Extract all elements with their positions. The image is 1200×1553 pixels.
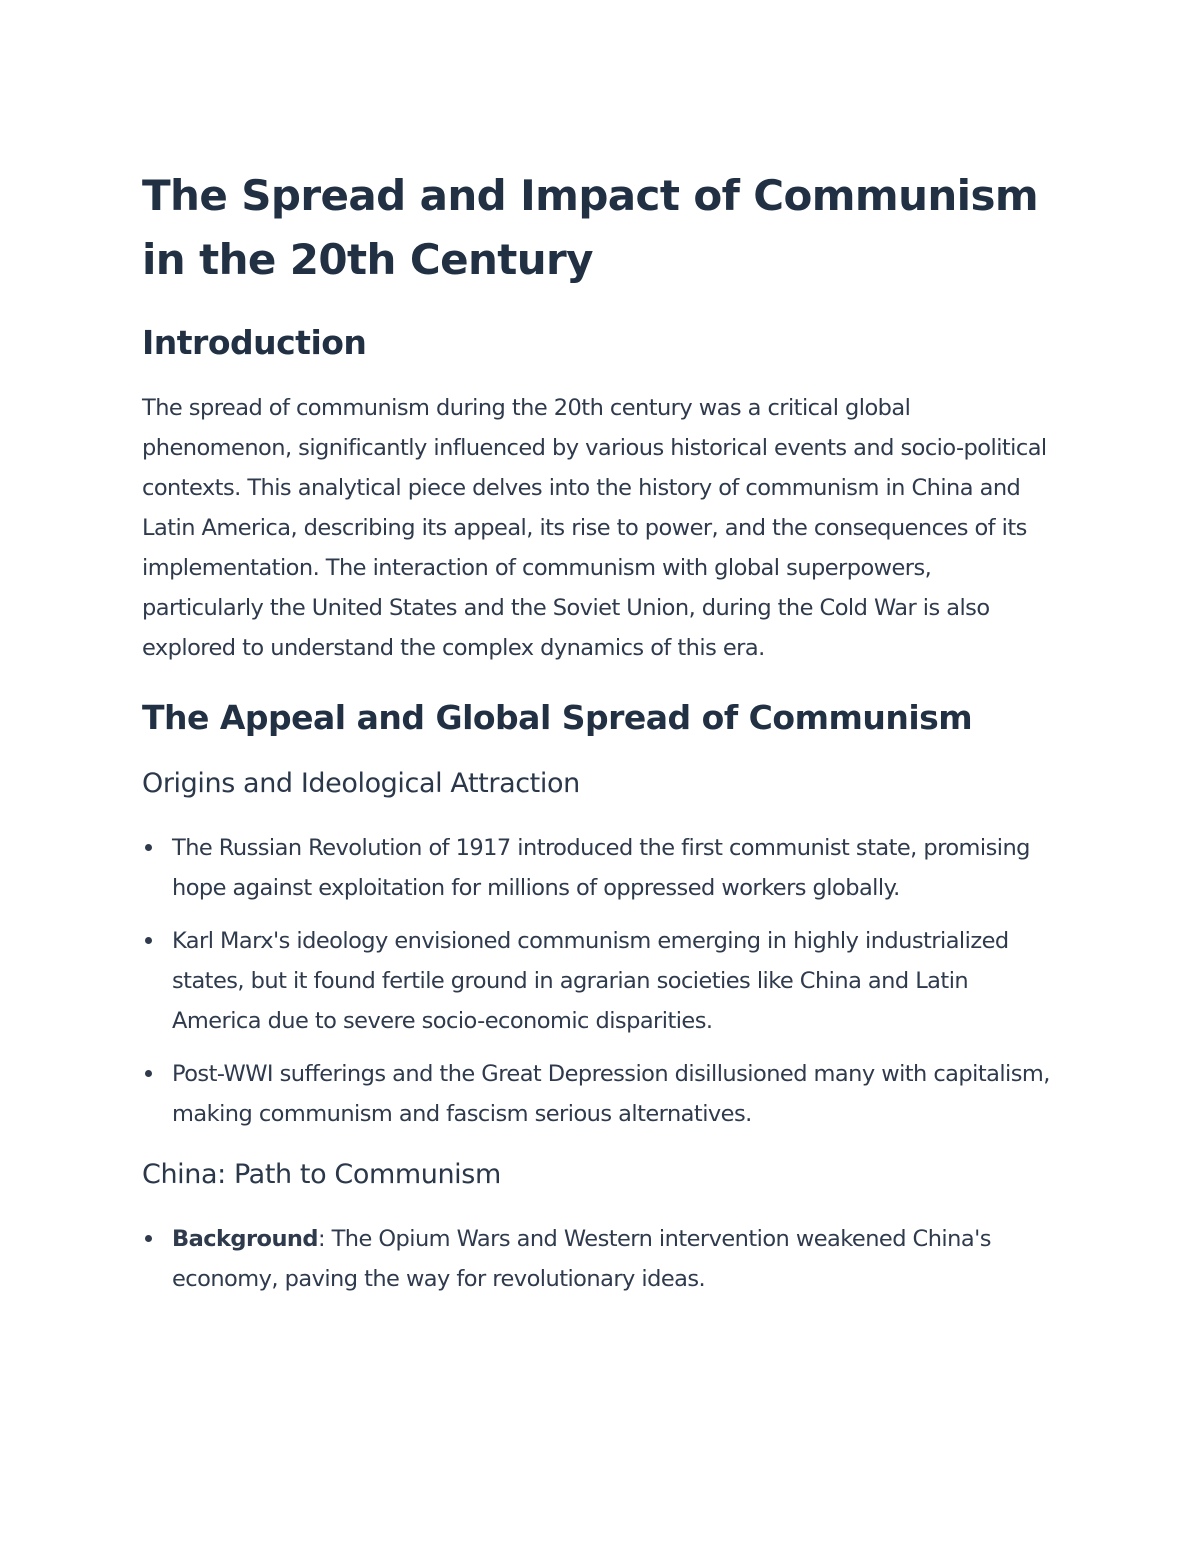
introduction-paragraph: The spread of communism during the 20th century was a critical global phenomenon, significantly influenced by various historical events and socio-political contexts. This analytical piece delves into the history of communism in China and Latin America, describing its appeal, its rise to power, and the consequences of its implementation. The interaction of communism with global superpowers, particularly the United States and the Soviet Union, during the Cold War is also explored to understand the complex dynamics of this era. [142, 395, 1047, 661]
bullet-icon [145, 844, 152, 851]
list-item-text: Karl Marx's ideology envisioned communism emerging in highly industrialized states, but it found fertile ground in agrarian societies like China and Latin America due to severe socio-economic disparities. [172, 928, 1009, 1034]
origins-subheading: Origins and Ideological Attraction [142, 768, 580, 799]
list-item-text: Post-WWI sufferings and the Great Depression disillusioned many with capitalism, making communism and fascism serious alternatives. [172, 1061, 1050, 1127]
origins-bullet-list [142, 828, 1058, 1134]
list-item [142, 828, 1058, 908]
bullet-icon [145, 1235, 152, 1242]
document-page [142, 164, 1058, 1312]
introduction-heading: Introduction [142, 323, 367, 362]
list-item [142, 1054, 1058, 1134]
bullet-icon [145, 1070, 152, 1077]
appeal-section-heading: The Appeal and Global Spread of Communism [142, 698, 973, 737]
china-bullet-list [142, 1219, 1058, 1299]
china-subheading: China: Path to Communism [142, 1159, 501, 1190]
list-item [142, 921, 1058, 1041]
list-item-term: Background [172, 1226, 318, 1252]
list-item-text: The Russian Revolution of 1917 introduced the first communist state, promising hope against exploitation for millions of oppressed workers globally. [172, 835, 1030, 901]
document-title: The Spread and Impact of Communism in the 20th Century [142, 171, 1039, 284]
bullet-icon [145, 937, 152, 944]
list-item-text: : The Opium Wars and Western intervention weakened China's economy, paving the way for revolutionary ideas. [172, 1226, 991, 1292]
list-item [142, 1219, 1058, 1299]
